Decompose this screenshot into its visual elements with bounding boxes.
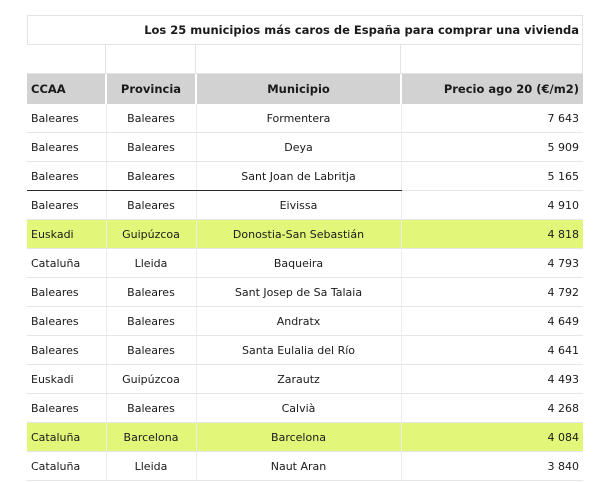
cell-provincia: Baleares	[106, 307, 196, 336]
cell-precio: 4 641	[401, 336, 583, 365]
table-row	[27, 249, 583, 278]
cell-precio: 3 840	[401, 452, 583, 481]
cell-provincia: Baleares	[106, 133, 196, 162]
cell-municipio: Baqueira	[196, 249, 401, 278]
table-row	[27, 278, 583, 307]
cell-ccaa: Baleares	[27, 336, 106, 365]
spacer-cell	[196, 45, 401, 73]
cell-precio: 4 818	[401, 220, 583, 249]
cell-municipio: Santa Eulalia del Río	[196, 336, 401, 365]
cell-precio: 4 793	[401, 249, 583, 278]
cell-provincia: Baleares	[106, 191, 196, 220]
cell-ccaa: Cataluña	[27, 249, 106, 278]
cell-ccaa: Baleares	[27, 278, 106, 307]
table-row	[27, 162, 583, 191]
cell-municipio: Formentera	[196, 104, 401, 133]
header-municipio: Municipio	[196, 74, 401, 104]
header-precio: Precio ago 20 (€/m2)	[401, 74, 583, 104]
table-row	[27, 220, 583, 249]
cell-municipio: Deya	[196, 133, 401, 162]
table-row	[27, 423, 583, 452]
cell-precio: 4 493	[401, 365, 583, 394]
cell-precio: 4 910	[401, 191, 583, 220]
cell-ccaa: Baleares	[27, 191, 106, 220]
cell-ccaa: Euskadi	[27, 365, 106, 394]
cell-ccaa: Cataluña	[27, 423, 106, 452]
cell-municipio: Andratx	[196, 307, 401, 336]
table-row	[27, 394, 583, 423]
cell-municipio: Eivissa	[196, 191, 401, 220]
cell-municipio: Donostia-San Sebastián	[196, 220, 401, 249]
cell-municipio: Sant Josep de Sa Talaia	[196, 278, 401, 307]
table-row	[27, 452, 583, 481]
cell-provincia: Lleida	[106, 249, 196, 278]
cell-ccaa: Baleares	[27, 133, 106, 162]
cell-provincia: Baleares	[106, 394, 196, 423]
cell-precio: 4 268	[401, 394, 583, 423]
cell-precio: 7 643	[401, 104, 583, 133]
table-row	[27, 365, 583, 394]
header-ccaa: CCAA	[27, 74, 106, 104]
cell-ccaa: Euskadi	[27, 220, 106, 249]
cell-ccaa: Baleares	[27, 162, 106, 191]
cell-municipio: Zarautz	[196, 365, 401, 394]
table-row	[27, 191, 583, 220]
table-container	[27, 15, 583, 481]
table-row	[27, 307, 583, 336]
cell-provincia: Guipúzcoa	[106, 220, 196, 249]
cell-municipio: Sant Joan de Labritja	[196, 162, 401, 191]
table-body	[27, 104, 583, 481]
cell-precio: 5 909	[401, 133, 583, 162]
cell-provincia: Baleares	[106, 104, 196, 133]
table-row	[27, 104, 583, 133]
cell-municipio: Barcelona	[196, 423, 401, 452]
cell-ccaa: Cataluña	[27, 452, 106, 481]
cell-precio: 4 084	[401, 423, 583, 452]
header-row	[27, 74, 583, 104]
cell-municipio: Calvià	[196, 394, 401, 423]
table-row	[27, 133, 583, 162]
spacer-cell	[27, 45, 106, 73]
cell-precio: 4 792	[401, 278, 583, 307]
cell-provincia: Guipúzcoa	[106, 365, 196, 394]
cell-municipio: Naut Aran	[196, 452, 401, 481]
spacer-row	[27, 45, 583, 74]
cell-provincia: Barcelona	[106, 423, 196, 452]
spacer-cell	[401, 45, 583, 73]
cell-provincia: Baleares	[106, 162, 196, 191]
cell-ccaa: Baleares	[27, 307, 106, 336]
price-table	[27, 74, 583, 481]
cell-precio: 4 649	[401, 307, 583, 336]
cell-precio: 5 165	[401, 162, 583, 191]
cell-provincia: Baleares	[106, 278, 196, 307]
cell-ccaa: Baleares	[27, 394, 106, 423]
table-title: Los 25 municipios más caros de España para comprar una vivienda	[144, 23, 579, 37]
table-title-row	[27, 15, 583, 45]
cell-provincia: Baleares	[106, 336, 196, 365]
cell-provincia: Lleida	[106, 452, 196, 481]
header-provincia: Provincia	[106, 74, 196, 104]
cell-ccaa: Baleares	[27, 104, 106, 133]
spacer-cell	[106, 45, 196, 73]
table-row	[27, 336, 583, 365]
